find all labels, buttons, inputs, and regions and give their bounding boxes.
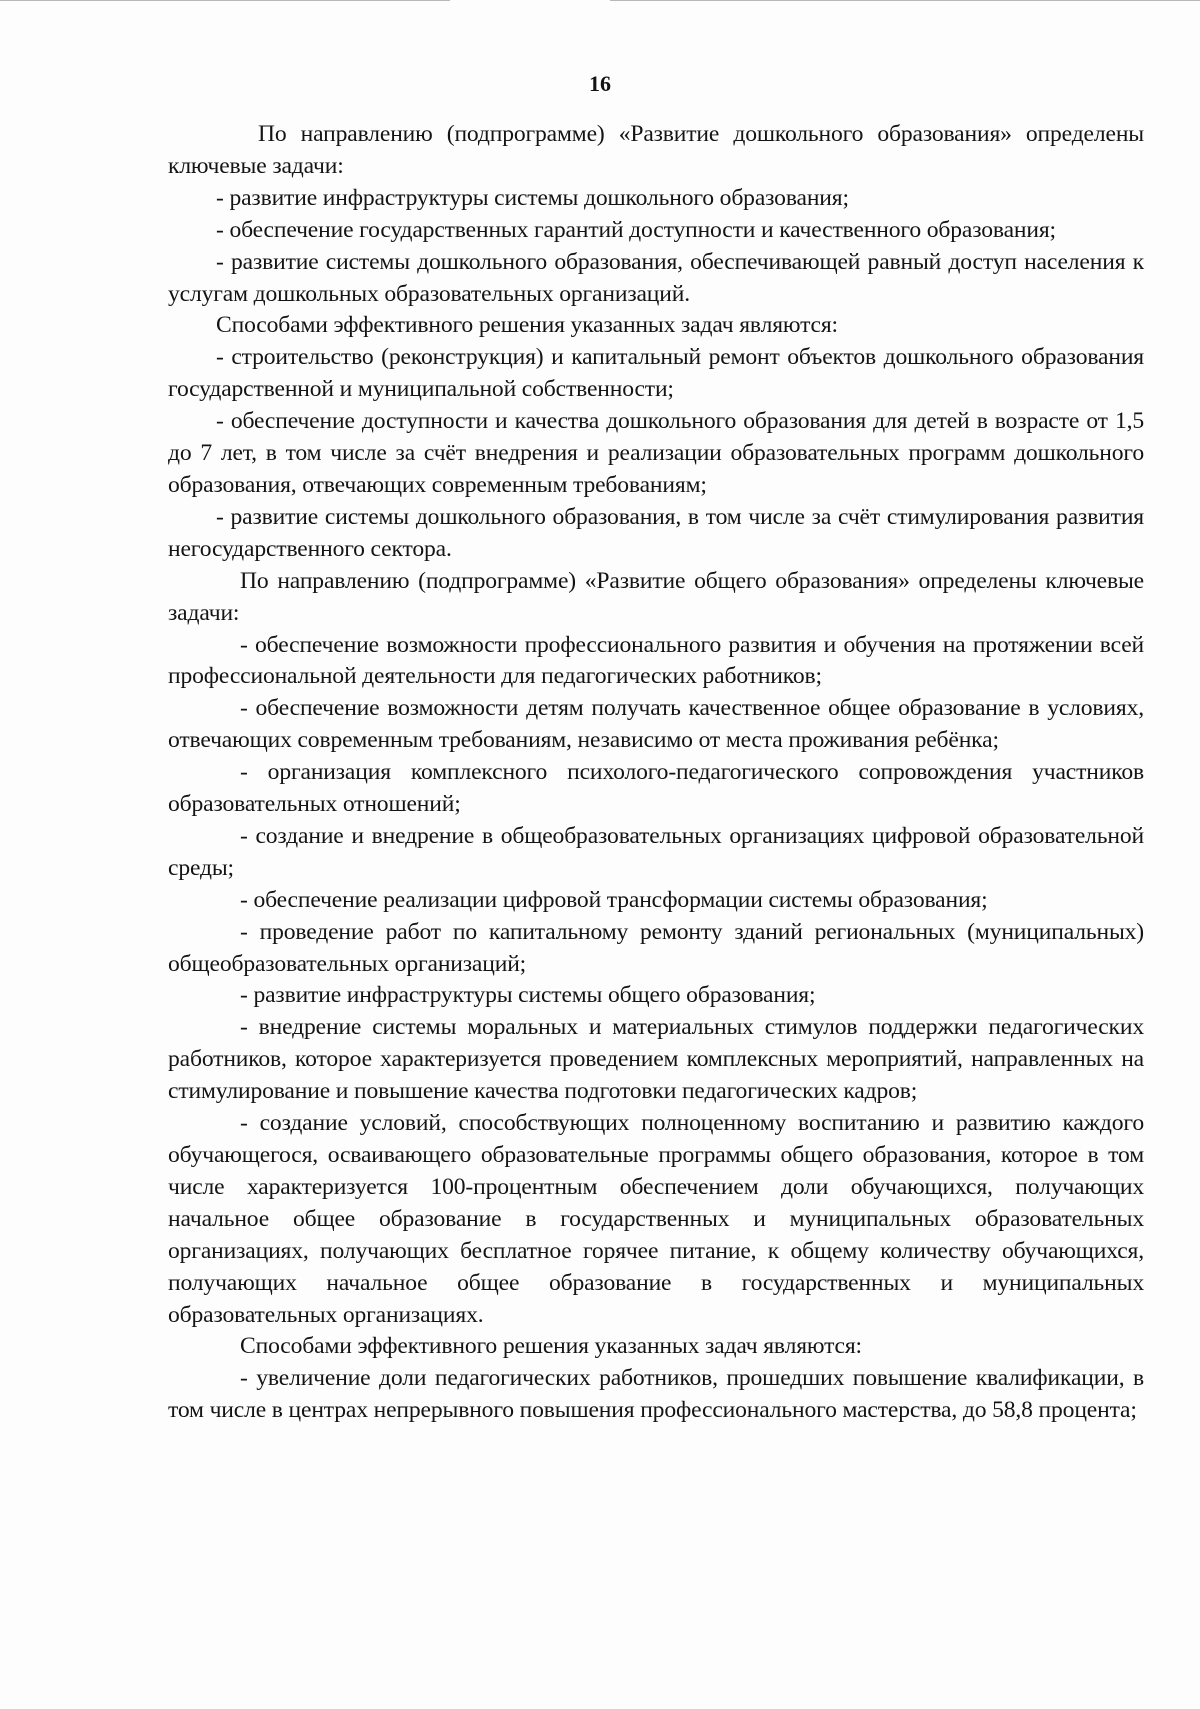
paragraph: - создание условий, способствующих полноценному воспитанию и развитию каждого обучающегося, осваивающего образовательные программы общего образования, которое в том числе характеризуется 100-процентным обеспечением доли обучающихся, получающих начальное общее образование в государственных и муниципальных образовательных организациях, получающих бесплатное горячее питание, к общему количеству обучающихся, получающих начальное общее образование в государственных и муниципальных образовательных организациях. — [168, 1110, 1144, 1328]
paragraph: - развитие системы дошкольного образования, в том числе за счёт стимулирования развития негосударственного сектора. — [168, 503, 1144, 562]
paragraph: По направлению (подпрограмме) «Развитие общего образования» определены ключевые задачи: — [168, 567, 1144, 626]
paragraph: - создание и внедрение в общеобразовательных организациях цифровой образовательной среды; — [168, 822, 1144, 881]
paragraph: - развитие инфраструктуры системы дошкольного образования; — [216, 184, 849, 211]
paragraph: - обеспечение возможности профессионального развития и обучения на протяжении всей профессиональной деятельности для педагогических работников; — [168, 631, 1144, 690]
paragraph: - проведение работ по капитальному ремонту зданий региональных (муниципальных) общеобразовательных организаций; — [168, 918, 1144, 977]
paragraph: - развитие системы дошкольного образования, обеспечивающей равный доступ населения к услугам дошкольных образовательных организаций. — [168, 248, 1144, 307]
paragraph: - обеспечение реализации цифровой трансформации системы образования; — [240, 886, 988, 913]
paragraph: - обеспечение доступности и качества дошкольного образования для детей в возрасте от 1,5 до 7 лет, в том числе за счёт внедрения и реализации образовательных программ дошкольного образования, отвечающих современным требованиям; — [168, 408, 1144, 498]
paragraph: - развитие инфраструктуры системы общего образования; — [240, 982, 816, 1009]
paragraph: По направлению (подпрограмме) «Развитие дошкольного образования» определены ключевые задачи: — [168, 121, 1144, 179]
paragraph: - строительство (реконструкция) и капитальный ремонт объектов дошкольного образования государственной и муниципальной собственности; — [168, 344, 1144, 403]
page-number: 16 — [589, 71, 611, 96]
paragraph: - внедрение системы моральных и материальных стимулов поддержки педагогических работников, которое характеризуется проведением комплексных мероприятий, направленных на стимулирование и повышение качества подготовки педагогических кадров; — [168, 1014, 1144, 1105]
scan-edge-line — [0, 0, 450, 1]
paragraph: - обеспечение возможности детям получать качественное общее образование в условиях, отвечающих современным требованиям, независимо от места проживания ребёнка; — [168, 695, 1144, 754]
paragraph: - организация комплексного психолого-педагогического сопровождения участников образовательных отношений; — [168, 759, 1144, 818]
paragraph: - увеличение доли педагогических работников, прошедших повышение квалификации, в том числе в центрах непрерывного повышения профессионального мастерства, до 58,8 процента; — [168, 1365, 1144, 1424]
scan-edge-line — [610, 0, 1200, 1]
paragraph: Способами эффективного решения указанных задач являются: — [216, 312, 838, 339]
document-body — [168, 119, 1144, 1427]
paragraph: - обеспечение государственных гарантий доступности и качественного образования; — [216, 216, 1056, 243]
paragraph: Способами эффективного решения указанных задач являются: — [240, 1333, 862, 1360]
